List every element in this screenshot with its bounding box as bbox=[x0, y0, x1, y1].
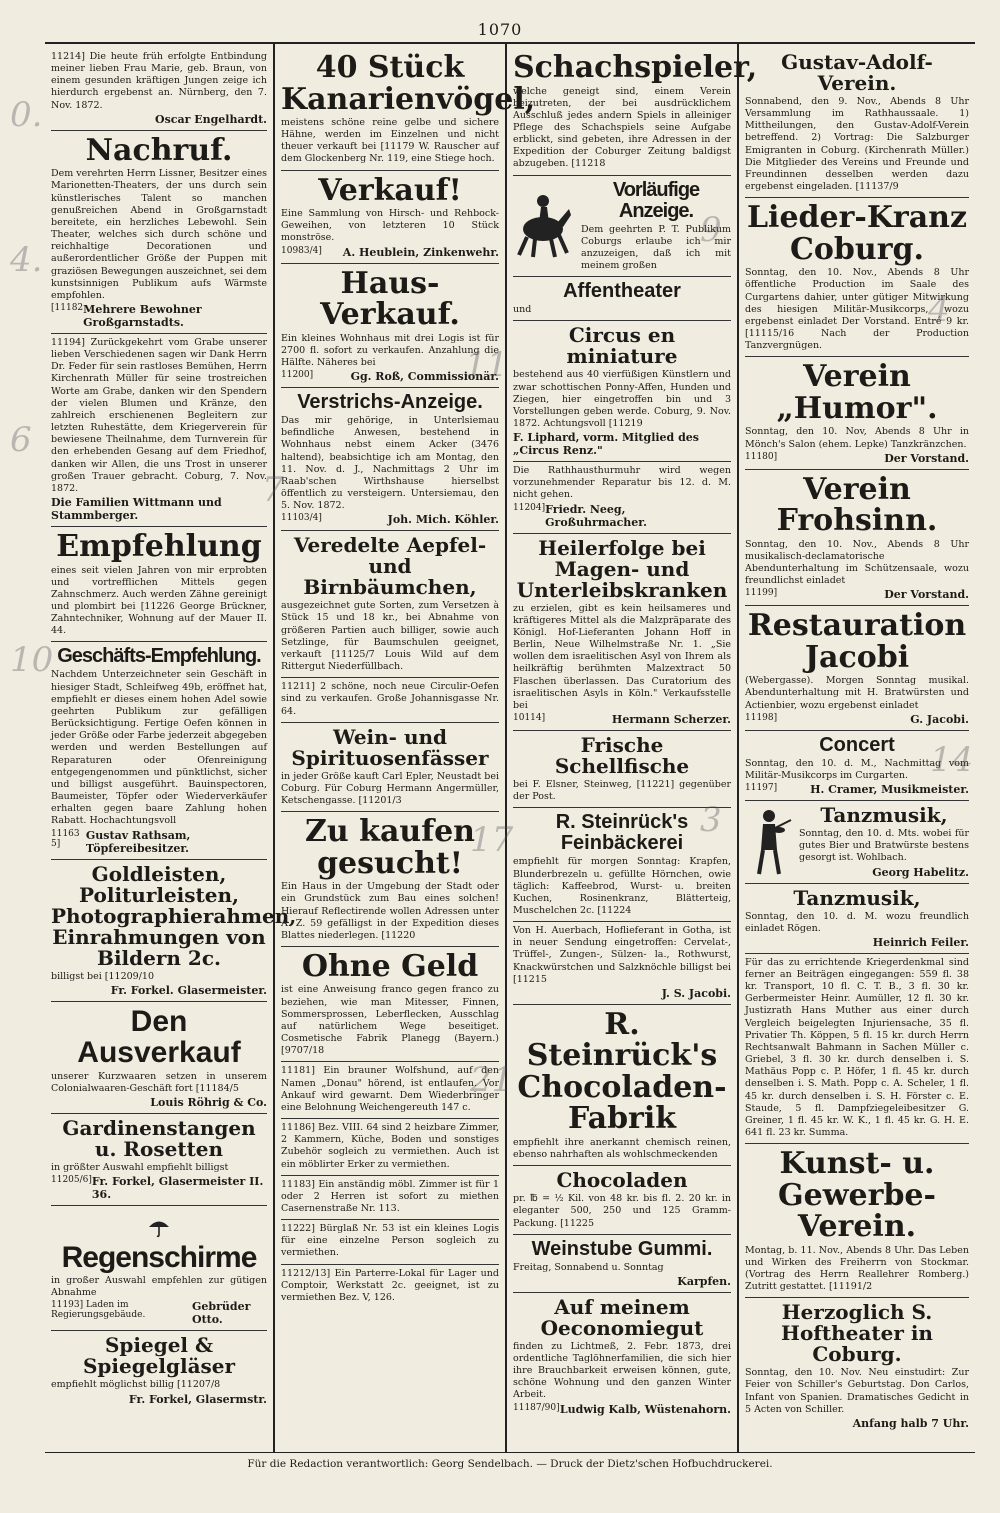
advertisement bbox=[281, 1176, 499, 1220]
ad-reference-number: 11103/4] bbox=[281, 513, 322, 524]
ad-signature: Fr. Forkel. Glasermeister. bbox=[110, 983, 267, 997]
ad-signature: Hermann Scherzer. bbox=[611, 713, 731, 727]
ad-signature-row bbox=[51, 1096, 267, 1109]
pencil-annotation: 14 bbox=[930, 740, 974, 780]
advertisement bbox=[745, 954, 969, 1144]
pencil-annotation: 7 bbox=[262, 470, 284, 510]
ad-title: Frische Schellfische bbox=[554, 733, 690, 779]
ad-body: Sonntag, den 10. d. M., Nachmittag vom Militär-Musikcorps im Curgarten. bbox=[745, 757, 969, 781]
ad-title: Affentheater bbox=[563, 280, 681, 303]
ad-title-text: Regenschirme bbox=[61, 1240, 257, 1274]
ad-signature-row bbox=[745, 1417, 969, 1430]
ad-body: 11181] Ein brauner Wolfshund, auf den Namen „Donau" hörend, ist entlaufen. Vor Ankauf wird gewarnt. Dem Wiederbringer eine Belohnung Weichengereuth 147 c. bbox=[281, 1065, 499, 1113]
advertisement bbox=[513, 48, 758, 176]
ad-title: Heilerfolge bei Magen- und Unterleibskranken bbox=[516, 535, 728, 602]
ad-signature: Oscar Engelhardt. bbox=[155, 112, 267, 126]
ad-signature-row bbox=[513, 713, 731, 726]
horse-rider-icon bbox=[513, 181, 575, 259]
ad-signature: Friedr. Neeg, Großuhrmacher. bbox=[545, 502, 647, 529]
ad-title: Restauration Jacobi bbox=[747, 608, 967, 675]
ad-title: Gardinenstangen u. Rosetten bbox=[62, 1115, 256, 1161]
ad-reference-number: 11193] Laden im Regierungsgebäude. bbox=[51, 1300, 146, 1321]
advertisement bbox=[745, 357, 969, 469]
ad-title: Veredelte Aepfel- und Birnbäumchen, bbox=[293, 533, 487, 600]
ad-signature-row bbox=[281, 370, 499, 383]
advertisement bbox=[51, 334, 267, 527]
ad-body: ist eine Anweisung franco gegen franco zu beziehen, wie man Mitesser, Finnen, Sommersprossen, Leberflecken, Ausschlag auf natürlichem Wege beseitiget. Cosmetische Fabrik Planegg (Bayern.) [9707/18 bbox=[281, 984, 499, 1057]
advertisement bbox=[51, 48, 267, 131]
ad-body: 11212/13] Ein Parterre-Lokal für Lager und Comptoir, Werkstatt 2c. geeignet, ist zu vermiethen Bez. V, 126. bbox=[281, 1267, 499, 1303]
ad-signature-row bbox=[745, 936, 969, 949]
ad-signature-row bbox=[513, 431, 731, 457]
ad-title: Nachruf. bbox=[85, 132, 233, 168]
advertisement bbox=[745, 470, 969, 607]
ad-reference-number: 11198] bbox=[745, 712, 778, 723]
ad-body: pr. ℔ = ½ Kil. von 48 kr. bis fl. 2. 20 kr. in eleganter 500, 250 und 125 Gramm-Packung. [11225 bbox=[513, 1193, 731, 1229]
ad-signature-row bbox=[51, 113, 267, 126]
ad-title: Tanzmusik, bbox=[793, 885, 921, 910]
ad-body: Die Rathhausthurmuhr wird wegen vorzunehmender Reparatur bis 12. d. M. nicht gehen. bbox=[513, 465, 731, 501]
advertisement bbox=[281, 812, 499, 947]
advertisement bbox=[745, 48, 969, 198]
ad-signature-row bbox=[51, 1175, 267, 1201]
ad-reference-number: 11205/6] bbox=[51, 1175, 92, 1186]
advertisement bbox=[281, 171, 499, 264]
ad-body: unserer Kurzwaaren setzen in unserem Colonialwaaren-Geschäft fort [11184/5 bbox=[51, 1070, 267, 1094]
ad-signature: Anfang halb 7 Uhr. bbox=[852, 1416, 969, 1430]
ad-title: Geschäfts-Empfehlung. bbox=[57, 645, 261, 668]
advertisement bbox=[513, 808, 731, 922]
page-number: 1070 bbox=[477, 20, 523, 39]
advertisement bbox=[513, 1166, 731, 1234]
newspaper-columns bbox=[45, 42, 975, 1452]
ad-body: Ein Haus in der Umgebung der Stadt oder ein Grundstück zum Bau eines solchen! Hierauf Reflectirende wollen Adressen unter A. Z. 59 gefälligst in der Expedition dieses Blattes niederlegen. [11220 bbox=[281, 881, 499, 941]
ad-signature-row bbox=[513, 1275, 731, 1288]
pencil-annotation: 10 bbox=[10, 640, 54, 680]
ad-title: Kunst- u. Gewerbe-Verein. bbox=[778, 1146, 936, 1245]
advertisement bbox=[745, 1298, 969, 1434]
ad-title: Verkauf! bbox=[318, 172, 462, 208]
ad-title: Concert bbox=[819, 733, 895, 756]
ad-body: 11211] 2 schöne, noch neue Circulir-Oefen sind zu verkaufen. Große Johannisgasse Nr. 64. bbox=[281, 681, 499, 717]
ad-body: zu erzielen, gibt es kein heilsameres und kräftigeres Mittel als die Malzpräparate des Königl. Hof-Lieferanten Johann Hoff in Berlin, Neue Wilhelmstraße Nr. 1. „Sie wollen dem israelitischen Asyl von Ihrem als heilkräftig berühmten Malzextract 50 Flaschen überlassen. Das Curatorium des israelitischen Asyls in Köln." Verkaufsstelle bei bbox=[513, 602, 731, 711]
ad-signature-row bbox=[51, 1300, 267, 1326]
ad-title: Empfehlung bbox=[56, 529, 262, 565]
ad-title: Ohne Geld bbox=[301, 948, 479, 984]
advertisement bbox=[513, 922, 731, 1005]
ad-title: Verein Frohsinn. bbox=[776, 471, 938, 539]
ad-signature-row bbox=[51, 1393, 267, 1406]
advertisement bbox=[281, 264, 499, 388]
ad-signature: H. Cramer, Musikmeister. bbox=[810, 783, 969, 797]
ad-body: bestehend aus 40 vierfüßigen Künstlern und zwar schottischen Ponny-Affen, Hunden und Ziegen, hier eingetroffen bin und 3 Vorstellungen geben werde. Coburg, 9. Nov. 1872. Achtungsvoll [11219 bbox=[513, 369, 731, 429]
ad-title: Wein- und Spirituosenfässer bbox=[291, 724, 489, 770]
ad-body: ausgezeichnet gute Sorten, zum Versetzen à Stück 15 und 18 kr., bei Abnahme von größeren Partien auch billiger, sowie auch Setzlinge, für Baumschulen geeignet, verkauft [11125/7 Louis Wild auf dem Rittergut Niederfüllbach. bbox=[281, 600, 499, 673]
ad-title: Tanzmusik, bbox=[820, 803, 948, 828]
advertisement bbox=[281, 1062, 499, 1119]
ad-body: empfiehlt ihre anerkannt chemisch reinen, ebenso nahrhaften als wohlschmeckenden bbox=[513, 1136, 731, 1161]
ad-signature-row bbox=[281, 513, 499, 526]
ad-title: Goldleisten, Politurleisten, Photographierahmen, Einrahmungen von Bildern 2c. bbox=[51, 861, 297, 970]
ad-title bbox=[51, 1210, 267, 1273]
advertisement bbox=[745, 731, 969, 801]
ad-body: eines seit vielen Jahren von mir erprobten und vortrefflichen Mittels gegen Zahnschmerz. Auch werden Zähne gereinigt und plombirt bei [11226 George Brückner, Zahntechniker, Wohnung auf der Mauer II. 44. bbox=[51, 564, 267, 637]
ad-body: 11214] Die heute früh erfolgte Entbindung meiner lieben Frau Marie, geb. Braun, von einem gesunden kräftigen Jungen zeige ich hierdurch ergebenst an. Nürnberg, den 7. Nov. 1872. bbox=[51, 51, 267, 111]
advertisement bbox=[513, 321, 731, 462]
ad-body: (Webergasse). Morgen Sonntag musikal. Abendunterhaltung mit H. Bratwürsten und Actienbier, wozu ergebenst einladet bbox=[745, 675, 969, 711]
pencil-annotation: 4. bbox=[10, 240, 43, 280]
ad-title: Schachspieler, bbox=[513, 50, 758, 85]
ad-body: Sonnabend, den 9. Nov., Abends 8 Uhr Versammlung im Rathhaussaale. 1) Mittheilungen, den Gustav-Adolf-Verein betreffend. 2) Vortrag: Die Salzburger Emigranten in Coburg. (Kirchenrath Müller.) Die Mitglieder des Vereins und Freunde und Freundinnen desselben werden dazu ergebenst eingeladen. [11137/9 bbox=[745, 96, 969, 193]
violinist-icon bbox=[745, 806, 793, 876]
ad-body: Sonntag, den 10. Nov., Abends 8 Uhr musikalisch-declamatorische Abendunterhaltung im Schützensaale, wozu freundlichst einladet bbox=[745, 538, 969, 587]
ad-title: Verein „Humor". bbox=[776, 359, 938, 426]
ad-signature-row bbox=[281, 246, 499, 259]
ad-signature-row bbox=[51, 984, 267, 997]
ad-signature: Gg. Roß, Commissionär. bbox=[350, 370, 499, 384]
ad-signature: Der Vorstand. bbox=[884, 451, 969, 465]
ad-signature-row bbox=[745, 588, 969, 601]
ad-title: Den Ausverkauf bbox=[77, 1004, 241, 1070]
advertisement bbox=[513, 1005, 731, 1166]
advertisement bbox=[513, 1235, 731, 1293]
advertisement bbox=[745, 198, 969, 357]
ad-signature-row bbox=[745, 783, 969, 796]
ad-body: Dem verehrten Herrn Lissner, Besitzer eines Marionetten-Theaters, der uns durch sein künstlerisches Talent so manchen genußreichen Abend in Großgarnstadt bereitete, ein herzliches Lebewohl. Sein Theater, welches sich durch schöne und reichhaltige Decorationen und außerordentlicher Größe der Puppen mit graziösen Bewegungen auszeichnet, sei dem kunstsinnigen Publikum aufs Wärmste empfohlen. bbox=[51, 168, 267, 301]
ad-signature: Die Familien Wittmann und Stammberger. bbox=[51, 496, 222, 523]
ad-signature-row bbox=[51, 496, 267, 522]
pencil-annotation: 9 bbox=[700, 210, 722, 250]
ad-signature: J. S. Jacobi. bbox=[661, 986, 731, 1000]
ad-body: 11222] Bürglaß Nr. 53 ist ein kleines Logis für eine einzelne Person sogleich zu vermiethen. bbox=[281, 1223, 499, 1259]
advertisement bbox=[513, 1293, 731, 1420]
ad-title: Auf meinem Oeconomiegut bbox=[540, 1294, 704, 1340]
ad-reference-number: 11163 5] bbox=[51, 828, 80, 849]
ad-signature: Fr. Forkel, Glasermstr. bbox=[128, 1392, 267, 1406]
pencil-annotation: 3 bbox=[700, 800, 722, 840]
ad-title: Verstrichs-Anzeige. bbox=[297, 391, 483, 414]
advertisement bbox=[281, 947, 499, 1062]
ad-signature-row bbox=[513, 987, 731, 1000]
advertisement bbox=[745, 884, 969, 954]
advertisement bbox=[51, 1114, 267, 1206]
pencil-annotation: 11 bbox=[465, 345, 509, 385]
ad-title: 40 Stück Kanarienvögel, bbox=[281, 50, 536, 117]
ad-signature: Georg Habelitz. bbox=[872, 865, 969, 879]
ad-title: Zu kaufen gesucht! bbox=[305, 814, 475, 881]
advertisement bbox=[281, 678, 499, 722]
ad-title: R. Steinrück's Chocoladen-Fabrik bbox=[517, 1006, 727, 1137]
ad-body: Das mir gehörige, in Unterlsiemau befindliche Anwesen, bestehend in Wohnhaus nebst einem Acker (3476 haltend), beabsichtige ich am Montag, den 11. Nov. d. J., Nachmittags 2 Uhr im Raab'schen Wirthshause hierselbst öffentlich zu versteigern. Untersiemau, den 5. Nov. 1872. bbox=[281, 415, 499, 512]
ad-body: Sonntag, den 10. Nov. Neu einstudirt: Zur Feier von Schiller's Geburtstag. Don Carlos, Infant von Spanien. Dramatisches Gedicht in 5 Acten von Schiller. bbox=[745, 1367, 969, 1415]
ad-signature: F. Liphard, vorm. Mitglied des „Circus Renz." bbox=[513, 431, 699, 458]
ad-signature-row bbox=[513, 503, 731, 529]
advertisement bbox=[745, 606, 969, 730]
ad-body: Nachdem Unterzeichneter sein Geschäft in hiesiger Stadt, Schleifweg 49b, eröffnet hat, empfiehlt er dieses einem hohen Adel sowie geehrten Publikum zur gefälligen Berücksichtigung. Fertige Oefen können in jeder Größe oder Farbe jederzeit abgegeben werden und werden Bestellungen auf Reparaturen oder Ofenreinigung entgegengenommen und pünktlichst, sicher und billigst ausgeführt. Bauinspectoren, Baumeister, Töpfer oder Wiederverkäufer erhalten gegen baare Zahlung hohen Rabatt. Hochachtungsvoll bbox=[51, 669, 267, 827]
advertisement bbox=[745, 801, 969, 883]
ad-body: Freitag, Sonnabend u. Sonntag bbox=[513, 1261, 664, 1273]
advertisement bbox=[281, 388, 499, 531]
ad-body: Montag, b. 11. Nov., Abends 8 Uhr. Das Leben und Wirken des Freiherrn von Stockmar. (Vortrag des Herrn Reallehrer Romberg.) Zutritt gestattet. [11191/2 bbox=[745, 1244, 969, 1293]
ad-reference-number: 11199] bbox=[745, 588, 778, 599]
ad-body: Sonntag, den 10. d. M. wozu freundlich einladet Rögen. bbox=[745, 910, 969, 934]
ad-body: in großer Auswahl empfehlen zur gütigen Abnahme bbox=[51, 1275, 267, 1299]
ad-signature: Ludwig Kalb, Wüstenahorn. bbox=[559, 1402, 731, 1416]
ad-body: Von H. Auerbach, Hoflieferant in Gotha, ist in neuer Sendung eingetroffen: Cervelat-, Trüffel-, Zungen-, Sülzen- la., Rothwurst, Knackwürstchen und Salzknöchle billigst bei [11215 bbox=[513, 925, 731, 985]
column-4 bbox=[739, 44, 975, 1452]
ad-body: in größter Auswahl empfiehlt billigst bbox=[51, 1161, 229, 1173]
ad-body: billigst bei [11209/10 bbox=[51, 970, 155, 982]
ad-reference-number: 11200] bbox=[281, 370, 314, 381]
advertisement bbox=[513, 534, 731, 731]
ad-title: Spiegel & Spiegelgläser bbox=[82, 1333, 236, 1379]
ad-signature: Gebrüder Otto. bbox=[192, 1300, 251, 1327]
pencil-annotation: 0. bbox=[10, 95, 43, 135]
ad-reference-number: 11187/90] bbox=[513, 1402, 560, 1413]
ad-title: Circus en miniature bbox=[566, 323, 678, 369]
ad-body: bei F. Elsner, Steinweg, [11221] gegenüber der Post. bbox=[513, 779, 731, 803]
advertisement bbox=[51, 642, 267, 859]
ad-body: Eine Sammlung von Hirsch- und Rehbock-Geweihen, von letzteren 10 Stück monströse. bbox=[281, 208, 499, 244]
ad-signature: Gustav Rathsam, Töpfereibesitzer. bbox=[85, 828, 191, 855]
ad-body: welche geneigt sind, einem Verein beizutreten, der bei ausdrücklichem Ausschluß jedes andern Spiels in alleiniger Pflege des Schachspiels seine Aufgabe erblickt, sind gebeten, ihre Adressen in der Expedition der Coburger Zeitung baldigst abzugeben. [11218 bbox=[513, 85, 731, 170]
ad-signature-row bbox=[513, 1403, 731, 1416]
umbrella-icon bbox=[148, 1216, 170, 1238]
pencil-annotation: 4 bbox=[928, 290, 950, 330]
advertisement bbox=[513, 277, 731, 321]
ad-signature-row bbox=[51, 303, 267, 329]
ad-body: Dem geehrten P. T. Publikum Coburgs erlaube ich mir anzuzeigen, daß ich mit meinem großen bbox=[581, 223, 731, 272]
ad-signature: Heinrich Feiler. bbox=[872, 935, 969, 949]
advertisement bbox=[281, 1220, 499, 1264]
advertisement bbox=[281, 1265, 499, 1308]
ad-signature-row bbox=[51, 829, 267, 855]
ad-title: Herzoglich S. Hoftheater in Coburg. bbox=[781, 1300, 933, 1367]
ad-title: Weinstube Gummi. bbox=[531, 1237, 713, 1260]
advertisement bbox=[51, 1002, 267, 1114]
ad-body: Sonntag, den 10. Nov., Abends 8 Uhr öffentliche Production im Saale des Curgartens dahier, unter gütiger Mitwirkung des hiesigen Militär-Musikcorps, wozu ergebenst einladet Der Vorstand. Entré 9 kr. [11115/16 Nach der Production Tanzvergnügen. bbox=[745, 267, 969, 352]
ad-body: empfiehlt möglichst billig [11207/8 bbox=[51, 1379, 221, 1391]
ad-signature-row bbox=[745, 713, 969, 726]
ad-body: Ein kleines Wohnhaus mit drei Logis ist für 2700 fl. sofort zu verkaufen. Anzahlung die Hälfte. Näheres bei bbox=[281, 332, 499, 368]
advertisement bbox=[51, 1331, 267, 1409]
advertisement bbox=[51, 527, 267, 642]
ad-body: meistens schöne reine gelbe und sichere Hähne, werden im Einzelnen und nicht theuer verkauft bei [11179 W. Rauscher auf dem Glockenberg Nr. 119, eine Stiege hoch. bbox=[281, 117, 499, 165]
ad-signature: G. Jacobi. bbox=[910, 712, 969, 726]
advertisement bbox=[513, 176, 731, 278]
advertisement bbox=[745, 1144, 969, 1298]
advertisement bbox=[281, 1119, 499, 1176]
column-1 bbox=[45, 44, 297, 1452]
advertisement bbox=[51, 131, 267, 334]
ad-title: Gustav-Adolf-Verein. bbox=[781, 50, 933, 95]
ad-body: Für das zu errichtende Kriegerdenkmal sind ferner an Beiträgen eingegangen: 559 fl. 38 kr. Transport, 10 fl. C. T. B., 3 fl. 30 kr. Gerbermeister Heinr. Aumüller, 12 fl. 30 kr. Justizrath Hans Muther aus einer durch Vergleich beigelegten Injuriensache, 35 fl. Privatier Th. Köppen, 5 fl. 15 kr. durch Herrn Rechtsanwalt Bahmann in Sachen Müller c. Griebel, 3 fl. 30 kr. durch denselben i. S. Mathäus Popp c. P. Höfer, 1 fl. 45 kr. durch denselben i. S. Math. Popp c. A. Scheler, 1 fl. 45 kr. durch denselben i. S. H. Förster c. E. Staude, 5 fl. Dampfziegeleibesitzer G. Greiner, 1 fl. 45 kr. W. K., 1 fl. 45 kr. G. H. E. 641 fl. 23 kr. Summa. bbox=[745, 956, 969, 1139]
ad-body: 11186] Bez. VIII. 64 sind 2 heizbare Zimmer, 2 Kammern, Küche, Boden und sonstiges Zubehör sogleich zu vermiethen. Auch ist ein möblirter Erker zu vermiethen. bbox=[281, 1122, 499, 1170]
ad-signature-row bbox=[745, 452, 969, 465]
ad-reference-number: 11180] bbox=[745, 451, 778, 462]
advertisement bbox=[51, 860, 297, 1002]
ad-signature: Fr. Forkel, Glasermeister II. 36. bbox=[91, 1175, 264, 1202]
ad-title: R. Steinrück's Feinbäckerei bbox=[555, 811, 689, 855]
ad-signature-row bbox=[799, 866, 969, 879]
ad-reference-number: [11182 bbox=[51, 303, 84, 313]
ad-body: finden zu Lichtmeß, 2. Febr. 1873, drei ordentliche Taglöhnerfamilien, die sich hier ihre Brauchbarkeit erweisen können, gute, schöne Wohnung und den ganzen Winter Arbeit. bbox=[513, 1340, 731, 1401]
advertisement bbox=[281, 48, 536, 171]
ad-body: in jeder Größe kauft Carl Epler, Neustadt bei Coburg. Für Coburg Hermann Angermüller, Ketschengasse. [11201/3 bbox=[281, 770, 499, 807]
pencil-annotation: 17 bbox=[470, 820, 514, 860]
ad-signature: Mehrere Bewohner Großgarnstadts. bbox=[83, 303, 202, 329]
ad-body: Sonntag, den 10. Nov, Abends 8 Uhr in Mönch's Salon (ehem. Lepke) Tanzkränzchen. bbox=[745, 426, 969, 450]
ad-signature: Der Vorstand. bbox=[884, 588, 969, 602]
advertisement bbox=[513, 731, 731, 808]
ad-body: Sonntag, den 10. d. Mts. wobei für gutes Bier und Bratwürste bestens gesorgt ist. Wohlbach. bbox=[799, 828, 969, 864]
ad-title: Vorläufige Anzeige. bbox=[612, 178, 700, 222]
advertisement bbox=[51, 1206, 267, 1331]
column-3 bbox=[507, 44, 758, 1452]
pencil-annotation: 21 bbox=[470, 1060, 514, 1100]
ad-reference-number: 10983/4] bbox=[281, 245, 322, 256]
ad-reference-number: 11197] bbox=[745, 783, 778, 794]
ad-body: und bbox=[513, 304, 532, 316]
advertisement bbox=[281, 723, 499, 812]
ad-body: 11194] Zurückgekehrt vom Grabe unserer lieben Verschiedenen sagen wir Dank Herrn Dr. Feder für sein rastloses Bemühen, Herrn Kirchenrath Müller für seine trostreichen Worte am Grabe, danken wir den Spendern der vielen Blumen und Kränze, den zahlreich erschienenen Begleitern zur letzten Ruhestätte, dem Kriegerverein für bewiesene Theilnahme, dem Turnverein für den erhebenden Gesang auf dem Friedhof, danken wir Allen, die uns Trost in unserer großen Trauer gebracht. Coburg, 7. Nov. 1872. bbox=[51, 337, 267, 494]
ad-signature: Joh. Mich. Köhler. bbox=[387, 513, 499, 527]
pencil-annotation: 6 bbox=[10, 420, 32, 460]
ad-signature: A. Heublein, Zinkenwehr. bbox=[342, 245, 499, 259]
ad-title: Haus-Verkauf. bbox=[320, 265, 460, 333]
advertisement bbox=[281, 531, 499, 678]
ad-signature: Louis Röhrig & Co. bbox=[150, 1095, 267, 1109]
advertisement bbox=[513, 462, 731, 533]
footer-imprint: Für die Redaction verantwortlich: Georg Sendelbach. — Druck der Dietz'schen Hofbuchdruckerei. bbox=[45, 1452, 975, 1470]
ad-reference-number: 10114] bbox=[513, 713, 546, 724]
ad-reference-number: 11204] bbox=[513, 502, 546, 513]
ad-signature: Karpfen. bbox=[677, 1274, 731, 1288]
ad-title: Chocoladen bbox=[556, 1168, 688, 1193]
ad-body: empfiehlt für morgen Sonntag: Krapfen, Blunderbrezeln u. gefüllte Hörnchen, owie täglich: Kaffeebrod, Wurst- u. breiten Kuchen, Rosinenkranz, Blätterteig, Muschelchen 2c. [11224 bbox=[513, 856, 731, 916]
ad-body: 11183] Ein anständig möbl. Zimmer ist für 1 oder 2 Herren ist sofort zu miethen Casernenstraße Nr. 113. bbox=[281, 1178, 499, 1214]
ad-title: Lieder-Kranz Coburg. bbox=[746, 200, 968, 267]
